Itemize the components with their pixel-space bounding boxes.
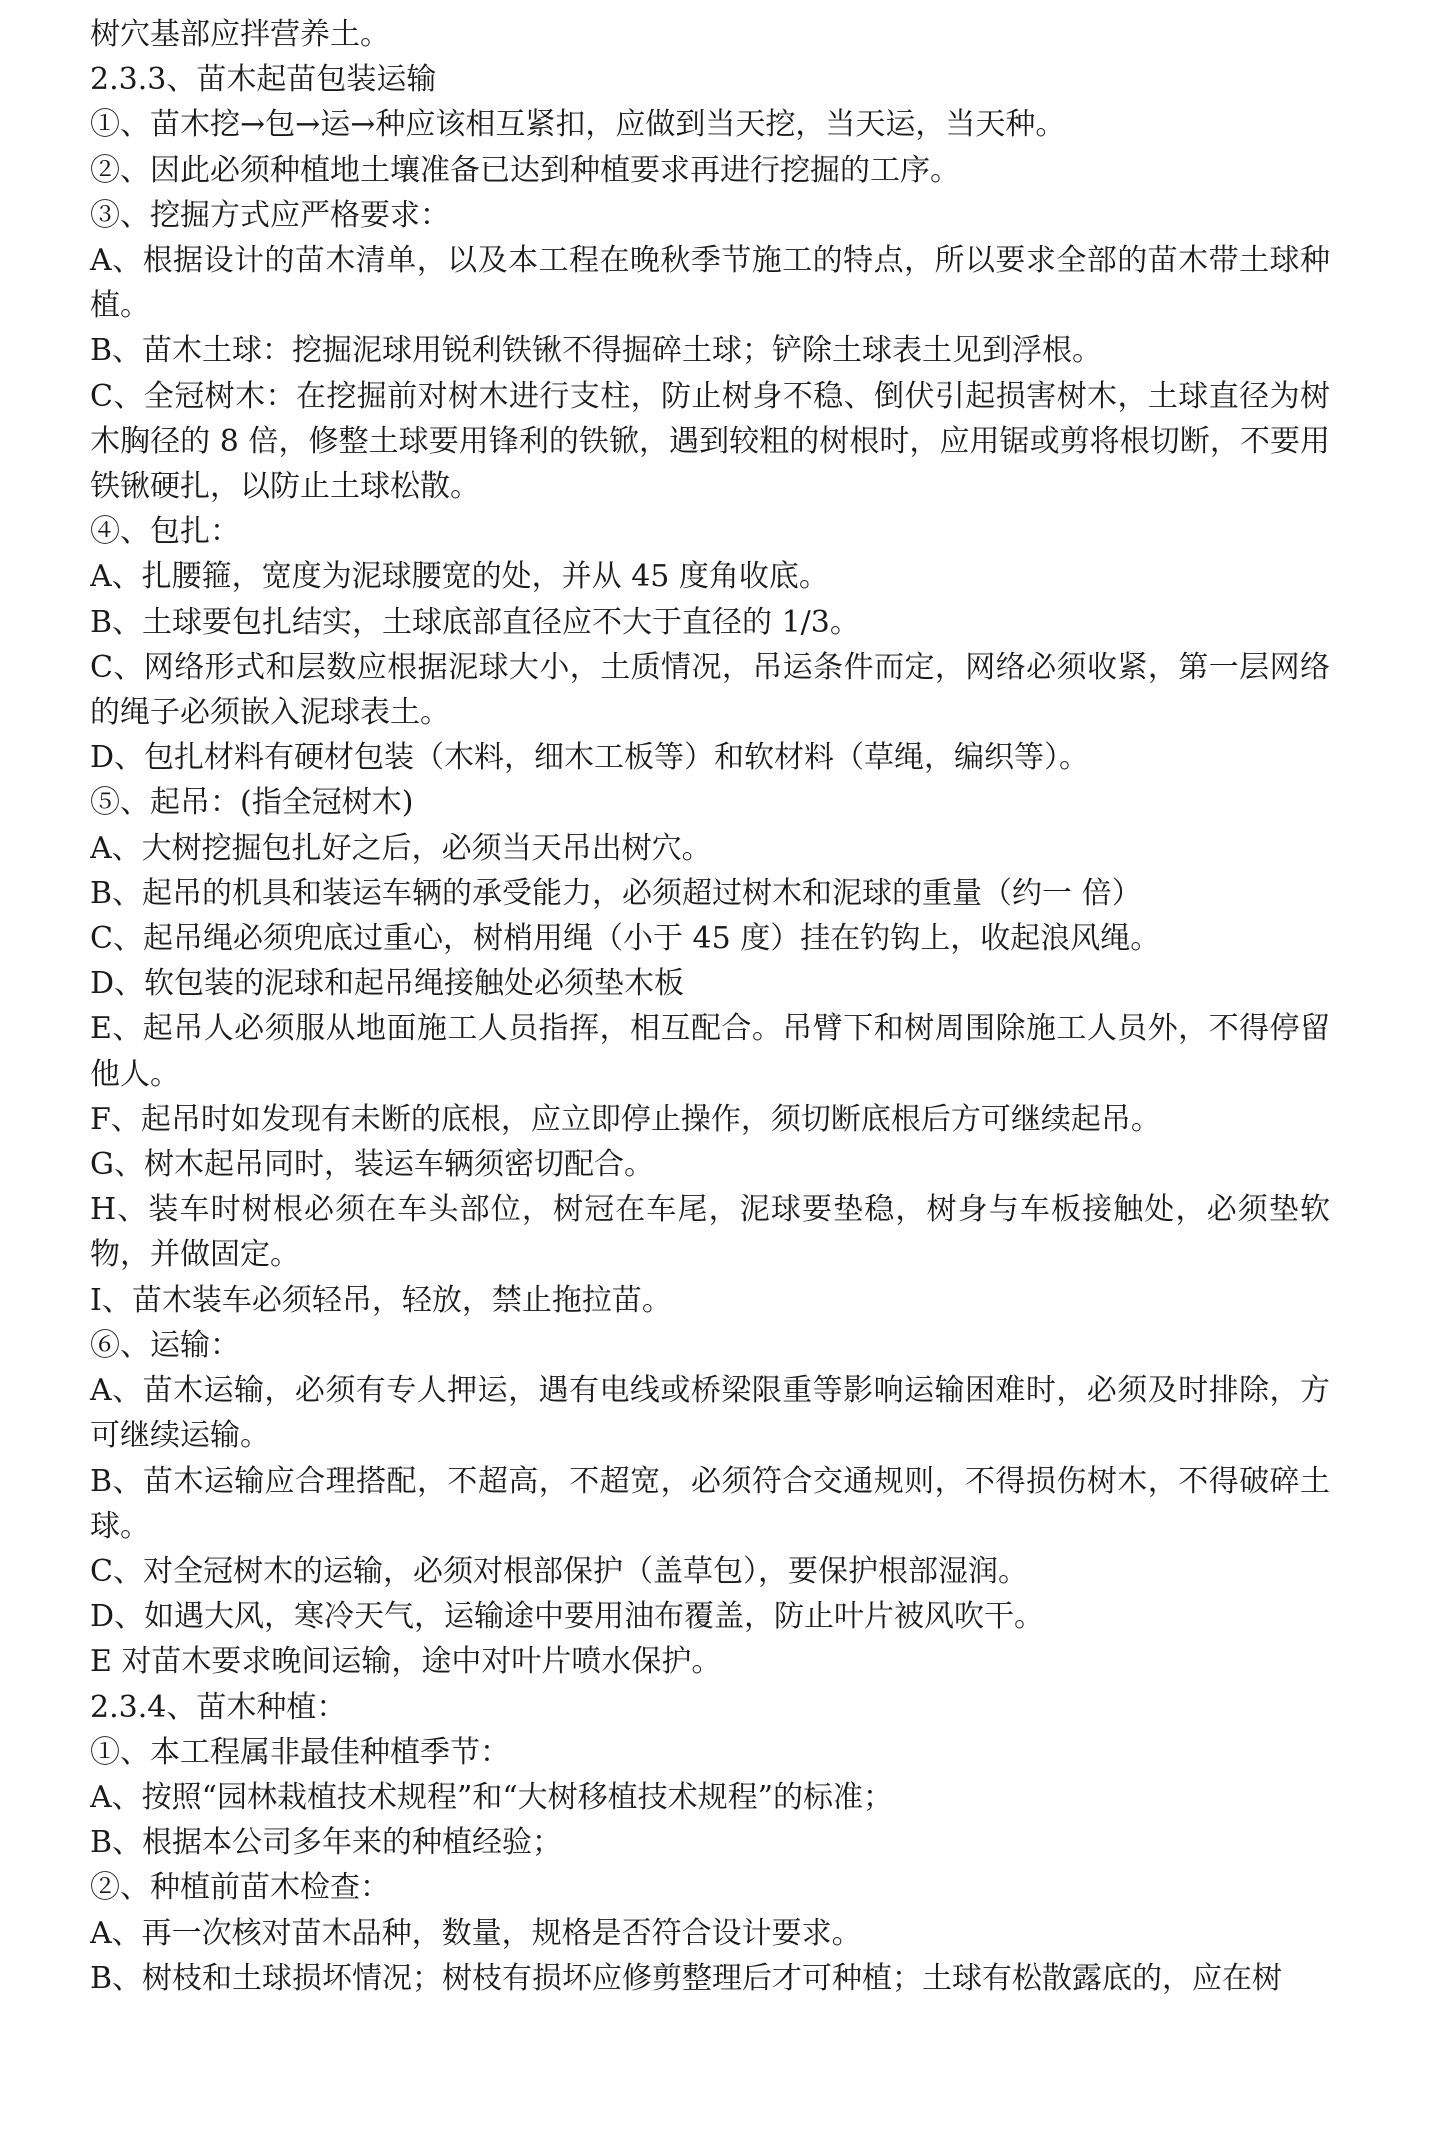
text-paragraph: A、扎腰箍，宽度为泥球腰宽的处，并从 45 度角收底。 (90, 559, 829, 595)
text-paragraph: E、起吊人必须服从地面施工人员指挥，相互配合。吊臂下和树周围除施工人员外，不得停留他人。 (90, 1011, 1330, 1092)
text-paragraph: ④、包扎： (90, 514, 240, 550)
text-paragraph: ①、本工程属非最佳种植季节： (90, 1734, 510, 1770)
text-paragraph: D、包扎材料有硬材包装（木料，细木工板等）和软材料（草绳，编织等）。 (90, 740, 1090, 776)
text-paragraph: ⑥、运输： (90, 1327, 240, 1363)
text-paragraph: A、大树挖掘包扎好之后，必须当天吊出树穴。 (90, 830, 712, 866)
text-paragraph: C、网络形式和层数应根据泥球大小，土质情况，吊运条件而定，网络必须收紧，第一层网络的绳子必须嵌入泥球表土。 (90, 649, 1330, 731)
text-paragraph: A、再一次核对苗木品种，数量，规格是否符合设计要求。 (90, 1915, 862, 1951)
text-paragraph: B、树枝和土球损坏情况；树枝有损坏应修剪整理后才可种植；土球有松散露底的，应在树 (90, 1960, 1283, 1996)
text-paragraph: C、起吊绳必须兜底过重心，树梢用绳（小于 45 度）挂在钓钩上，收起浪风绳。 (90, 921, 1161, 957)
text-paragraph: ②、因此必须种植地土壤准备已达到种植要求再进行挖掘的工序。 (90, 152, 960, 188)
text-paragraph: A、苗木运输，必须有专人押运，遇有电线或桥梁限重等影响运输困难时，必须及时排除，方可继续运输。 (90, 1373, 1330, 1454)
text-paragraph: ①、苗木挖→包→运→种应该相互紧扣，应做到当天挖，当天运，当天种。 (90, 107, 1066, 143)
text-paragraph: 2.3.4、苗木种植： (90, 1689, 347, 1725)
text-paragraph: A、根据设计的苗木清单，以及本工程在晚秋季节施工的特点，所以要求全部的苗木带土球种植。 (90, 243, 1330, 324)
text-paragraph: E 对苗木要求晚间运输，途中对叶片喷水保护。 (90, 1644, 722, 1680)
text-paragraph: ⑤、起吊：(指全冠树木) (90, 785, 414, 821)
text-paragraph: F、起吊时如发现有未断的底根，应立即停止操作，须切断底根后方可继续起吊。 (90, 1101, 1161, 1137)
text-paragraph: B、根据本公司多年来的种植经验； (90, 1825, 563, 1861)
text-paragraph: 树穴基部应拌营养土。 (90, 17, 390, 52)
text-paragraph: ③、挖掘方式应严格要求： (90, 197, 450, 233)
text-paragraph: I、苗木装车必须轻吊，轻放，禁止拖拉苗。 (90, 1282, 672, 1318)
text-paragraph: B、土球要包扎结实，土球底部直径应不大于直径的 1/3。 (90, 604, 860, 640)
text-paragraph: H、装车时树根必须在车头部位，树冠在车尾，泥球要垫稳，树身与车板接触处，必须垫软物，并做固定。 (90, 1192, 1330, 1273)
text-paragraph: 2.3.3、苗木起苗包装运输 (90, 62, 437, 98)
text-paragraph: G、树木起吊同时，装运车辆须密切配合。 (90, 1147, 654, 1183)
text-paragraph: D、软包装的泥球和起吊绳接触处必须垫木板 (90, 966, 685, 1002)
text-paragraph: C、对全冠树木的运输，必须对根部保护（盖草包），要保护根部湿润。 (90, 1553, 1028, 1589)
text-paragraph: A、按照“园林栽植技术规程”和“大树移植技术规程”的标准； (90, 1779, 894, 1815)
text-paragraph: ②、种植前苗木检查： (90, 1870, 390, 1906)
text-paragraph: D、如遇大风，寒冷天气，运输途中要用油布覆盖，防止叶片被风吹干。 (90, 1599, 1045, 1635)
text-paragraph: B、苗木土球：挖掘泥球用锐利铁锹不得掘碎土球；铲除土球表土见到浮根。 (90, 333, 1103, 369)
text-paragraph: B、起吊的机具和装运车辆的承受能力，必须超过树木和泥球的重量（约一 倍） (90, 875, 1142, 911)
text-paragraph: C、全冠树木：在挖掘前对树木进行支柱，防止树身不稳、倒伏引起损害树木，土球直径为树木胸径的 8 倍，修整土球要用锋利的铁锨，遇到较粗的树根时，应用锯或剪将根切断，不要用铁锹硬扎，以防止土球松散。 (90, 378, 1330, 505)
text-paragraph: B、苗木运输应合理搭配，不超高，不超宽，必须符合交通规则，不得损伤树木，不得破碎土球。 (90, 1463, 1330, 1544)
